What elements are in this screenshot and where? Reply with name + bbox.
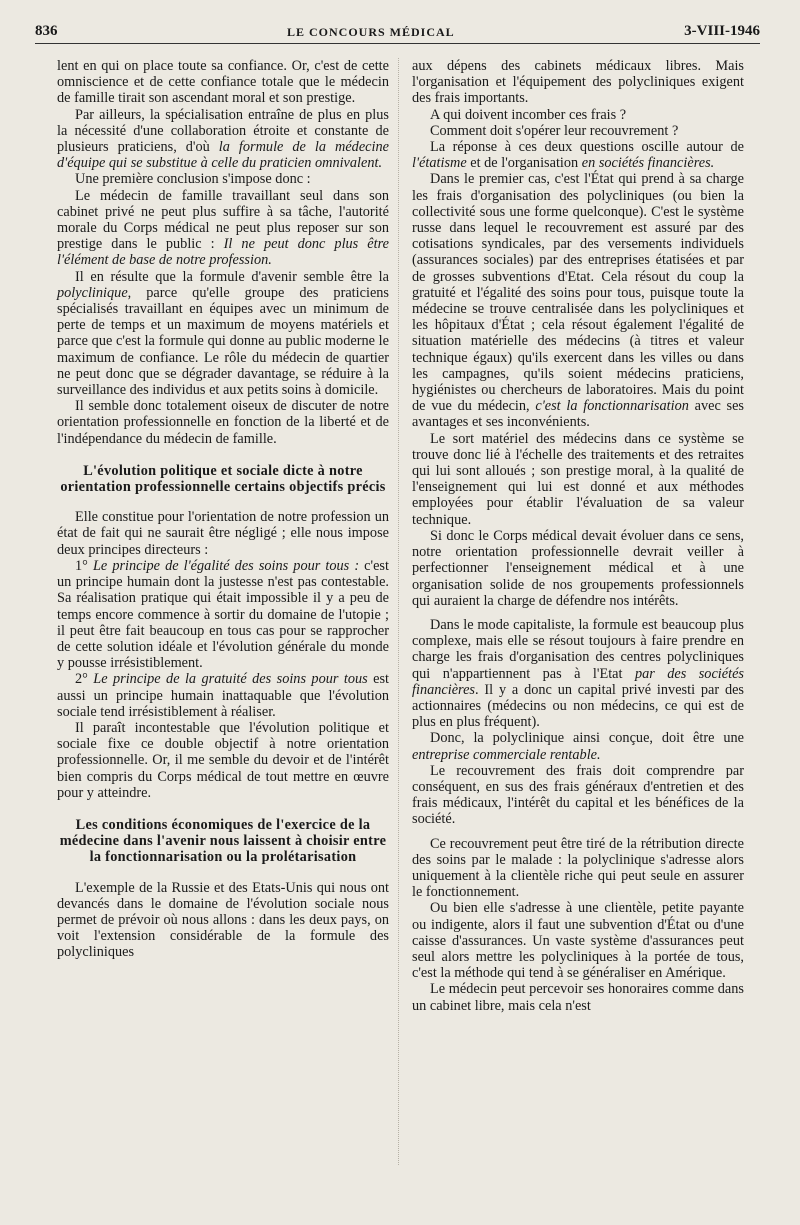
paragraph: Le médecin peut percevoir ses honoraires comme dans un cabinet libre, mais cela n'est [412,981,744,1014]
paragraph: Il en résulte que la formule d'avenir semble être la polyclinique, parce qu'elle groupe des praticiens spécialisés travaillant en équipes avec un minimum de perte de temps et un maximum de moyens matériels et parce que c'est la formule qui donne au public moderne le maximum de confiance. Le rôle du médecin de quartier ne peut donc que se dégrader davantage, se réduire à la surveillance des individus et aux petits soins à domicile. [57,268,389,399]
page-number: 836 [35,23,58,39]
paragraph: La réponse à ces deux questions oscille autour de l'étatisme et de l'organisation en sociétés financières. [412,139,744,172]
header-rule [35,43,760,44]
paragraph: Le médecin de famille travaillant seul dans son cabinet privé ne peut plus suffire à sa tâche, l'autorité morale du Corps médical ne peut plus reposer sur son prestige dans le public : Il ne peut donc plus être l'élément de base de notre profession. [57,187,389,269]
paragraph: Dans le premier cas, c'est l'État qui prend à sa charge les frais d'organisation des polycliniques (ou bien la collectivité sous une forme quelconque). C'est le système russe dans lequel le recouvrement est assuré par des cotisations syndicales, par des versements individuels (assurances sociales) par des entreprises étatisées et par de grosses subventions d'Etat. Cela résout du coup la gratuité et l'égalité des soins pour tous, puisque toute la médecine se trouve centralisée dans les polycliniques et les hôpitaux d'État ; cela résout également l'égalité de situation matérielle des médecins (à titres et valeur technique égaux) qu'ils exercent dans les villes ou dans les campagnes, qu'ils soient médecins praticiens, hygiénistes ou chercheurs de laboratoires. Mais du point de vue du médecin, c'est la fonctionnarisation avec ses avantages et ses inconvénients. [412,171,744,431]
section-heading: L'évolution politique et sociale dicte à notre orientation professionnelle certains objectifs précis [60,462,386,496]
paragraph: Ce recouvrement peut être tiré de la rétribution directe des soins par le malade : la polyclinique s'adresse alors uniquement à la clientèle riche qui peut seule en assurer le fonctionnement. [412,835,744,901]
section-heading: Les conditions économiques de l'exercice de la médecine dans l'avenir nous laissent à choisir entre la fonctionnarisation ou la prolétarisation [59,816,387,866]
left-column [57,58,389,961]
paragraph: Donc, la polyclinique ainsi conçue, doit être une entreprise commerciale rentable. [412,730,744,763]
right-column [412,58,744,1014]
paragraph: lent en qui on place toute sa confiance. Or, c'est de cette omniscience et de cette confiance totale que le médecin de famille tirait son ascendant moral et son prestige. [57,58,389,107]
paragraph: Une première conclusion s'impose donc : [75,171,311,188]
paragraph: A qui doivent incomber ces frais ? [430,106,627,123]
paragraph: Ou bien elle s'adresse à une clientèle, petite payante ou indigente, alors il faut une subvention d'État ou d'une caisse d'assurances. Un vaste système d'assurances peut seul alors mettre les polycliniques à la portée de tous, c'est la méthode qui tend à se généraliser en Amérique. [412,900,744,982]
journal-title: LE CONCOURS MÉDICAL [286,25,455,39]
column-separator [398,58,399,1165]
paragraph: 2° Le principe de la gratuité des soins pour tous est aussi un principe humain inattaquable que l'évolution sociale tend irrésistiblement à réaliser. [57,671,389,720]
paragraph: Il semble donc totalement oiseux de discuter de notre orientation professionnelle en fonction de la liberté et de l'indépendance du médecin de famille. [57,398,389,447]
paragraph: Comment doit s'opérer leur recouvrement ? [430,122,679,139]
running-header [35,18,760,40]
paragraph: Elle constitue pour l'orientation de notre profession un état de fait qui ne saurait être négligé ; elle nous impose deux principes directeurs : [57,509,389,558]
issue-date: 3-VIII-1946 [684,23,760,39]
paragraph: Dans le mode capitaliste, la formule est beaucoup plus complexe, mais elle se résout toujours à faire prendre en charge les frais d'organisation des centres polycliniques qui n'appartiennent pas à l'Etat par des sociétés financières. Il y a donc un capital privé investi par des actionnaires (médecins ou non médecins, ce qui est de plus en plus fréquent). [412,616,744,731]
paragraph: L'exemple de la Russie et des Etats-Unis qui nous ont devancés dans le domaine de l'évolution sociale nous permet de prévoir où nous allons : dans les deux pays, on voit l'extension considérable de la formule des polycliniques [57,879,389,961]
paragraph: Par ailleurs, la spécialisation entraîne de plus en plus la nécessité d'une collaboration étroite et constante de plusieurs praticiens, d'où la formule de la médecine d'équipe qui se substitue à celle du praticien omnivalent. [57,106,389,172]
paragraph: Si donc le Corps médical devait évoluer dans ce sens, notre orientation professionnelle devrait veiller à perfectionner l'enseignement médical et à une organisation solide de nos groupements professionnels qui auraient la charge de défendre nos intérêts. [412,527,744,609]
paragraph: Il paraît incontestable que l'évolution politique et sociale fixe ce double objectif à notre orientation professionnelle. Or, il me semble du devoir et de l'intérêt bien compris du Corps médical de tout mettre en œuvre pour y atteindre. [57,719,389,801]
paragraph: 1° Le principe de l'égalité des soins pour tous : c'est un principe humain dont la justesse n'est pas contestable. Sa réalisation pratique qui était impossible il y a peu de temps encore commence à sortir du domaine de l'utopie ; il peut être fait beaucoup en tous cas pour se rapprocher de cette solution idéale et l'évolution générale du monde y pousse irrésistiblement. [57,557,389,672]
paragraph: aux dépens des cabinets médicaux libres. Mais l'organisation et l'équipement des polycliniques exigent des frais importants. [412,58,744,107]
paragraph: Le sort matériel des médecins dans ce système se trouve donc lié à l'échelle des traitements et des retraites qui lui sont alloués ; son prestige moral, à la qualité de l'enseignement qui lui est donné et aux méthodes employées pour établir l'évaluation de sa valeur technique. [412,430,744,528]
paragraph: Le recouvrement des frais doit comprendre par conséquent, en sus des frais généraux d'entretien et des frais médicaux, l'intérêt du capital et les bénéfices de la société. [412,762,744,828]
